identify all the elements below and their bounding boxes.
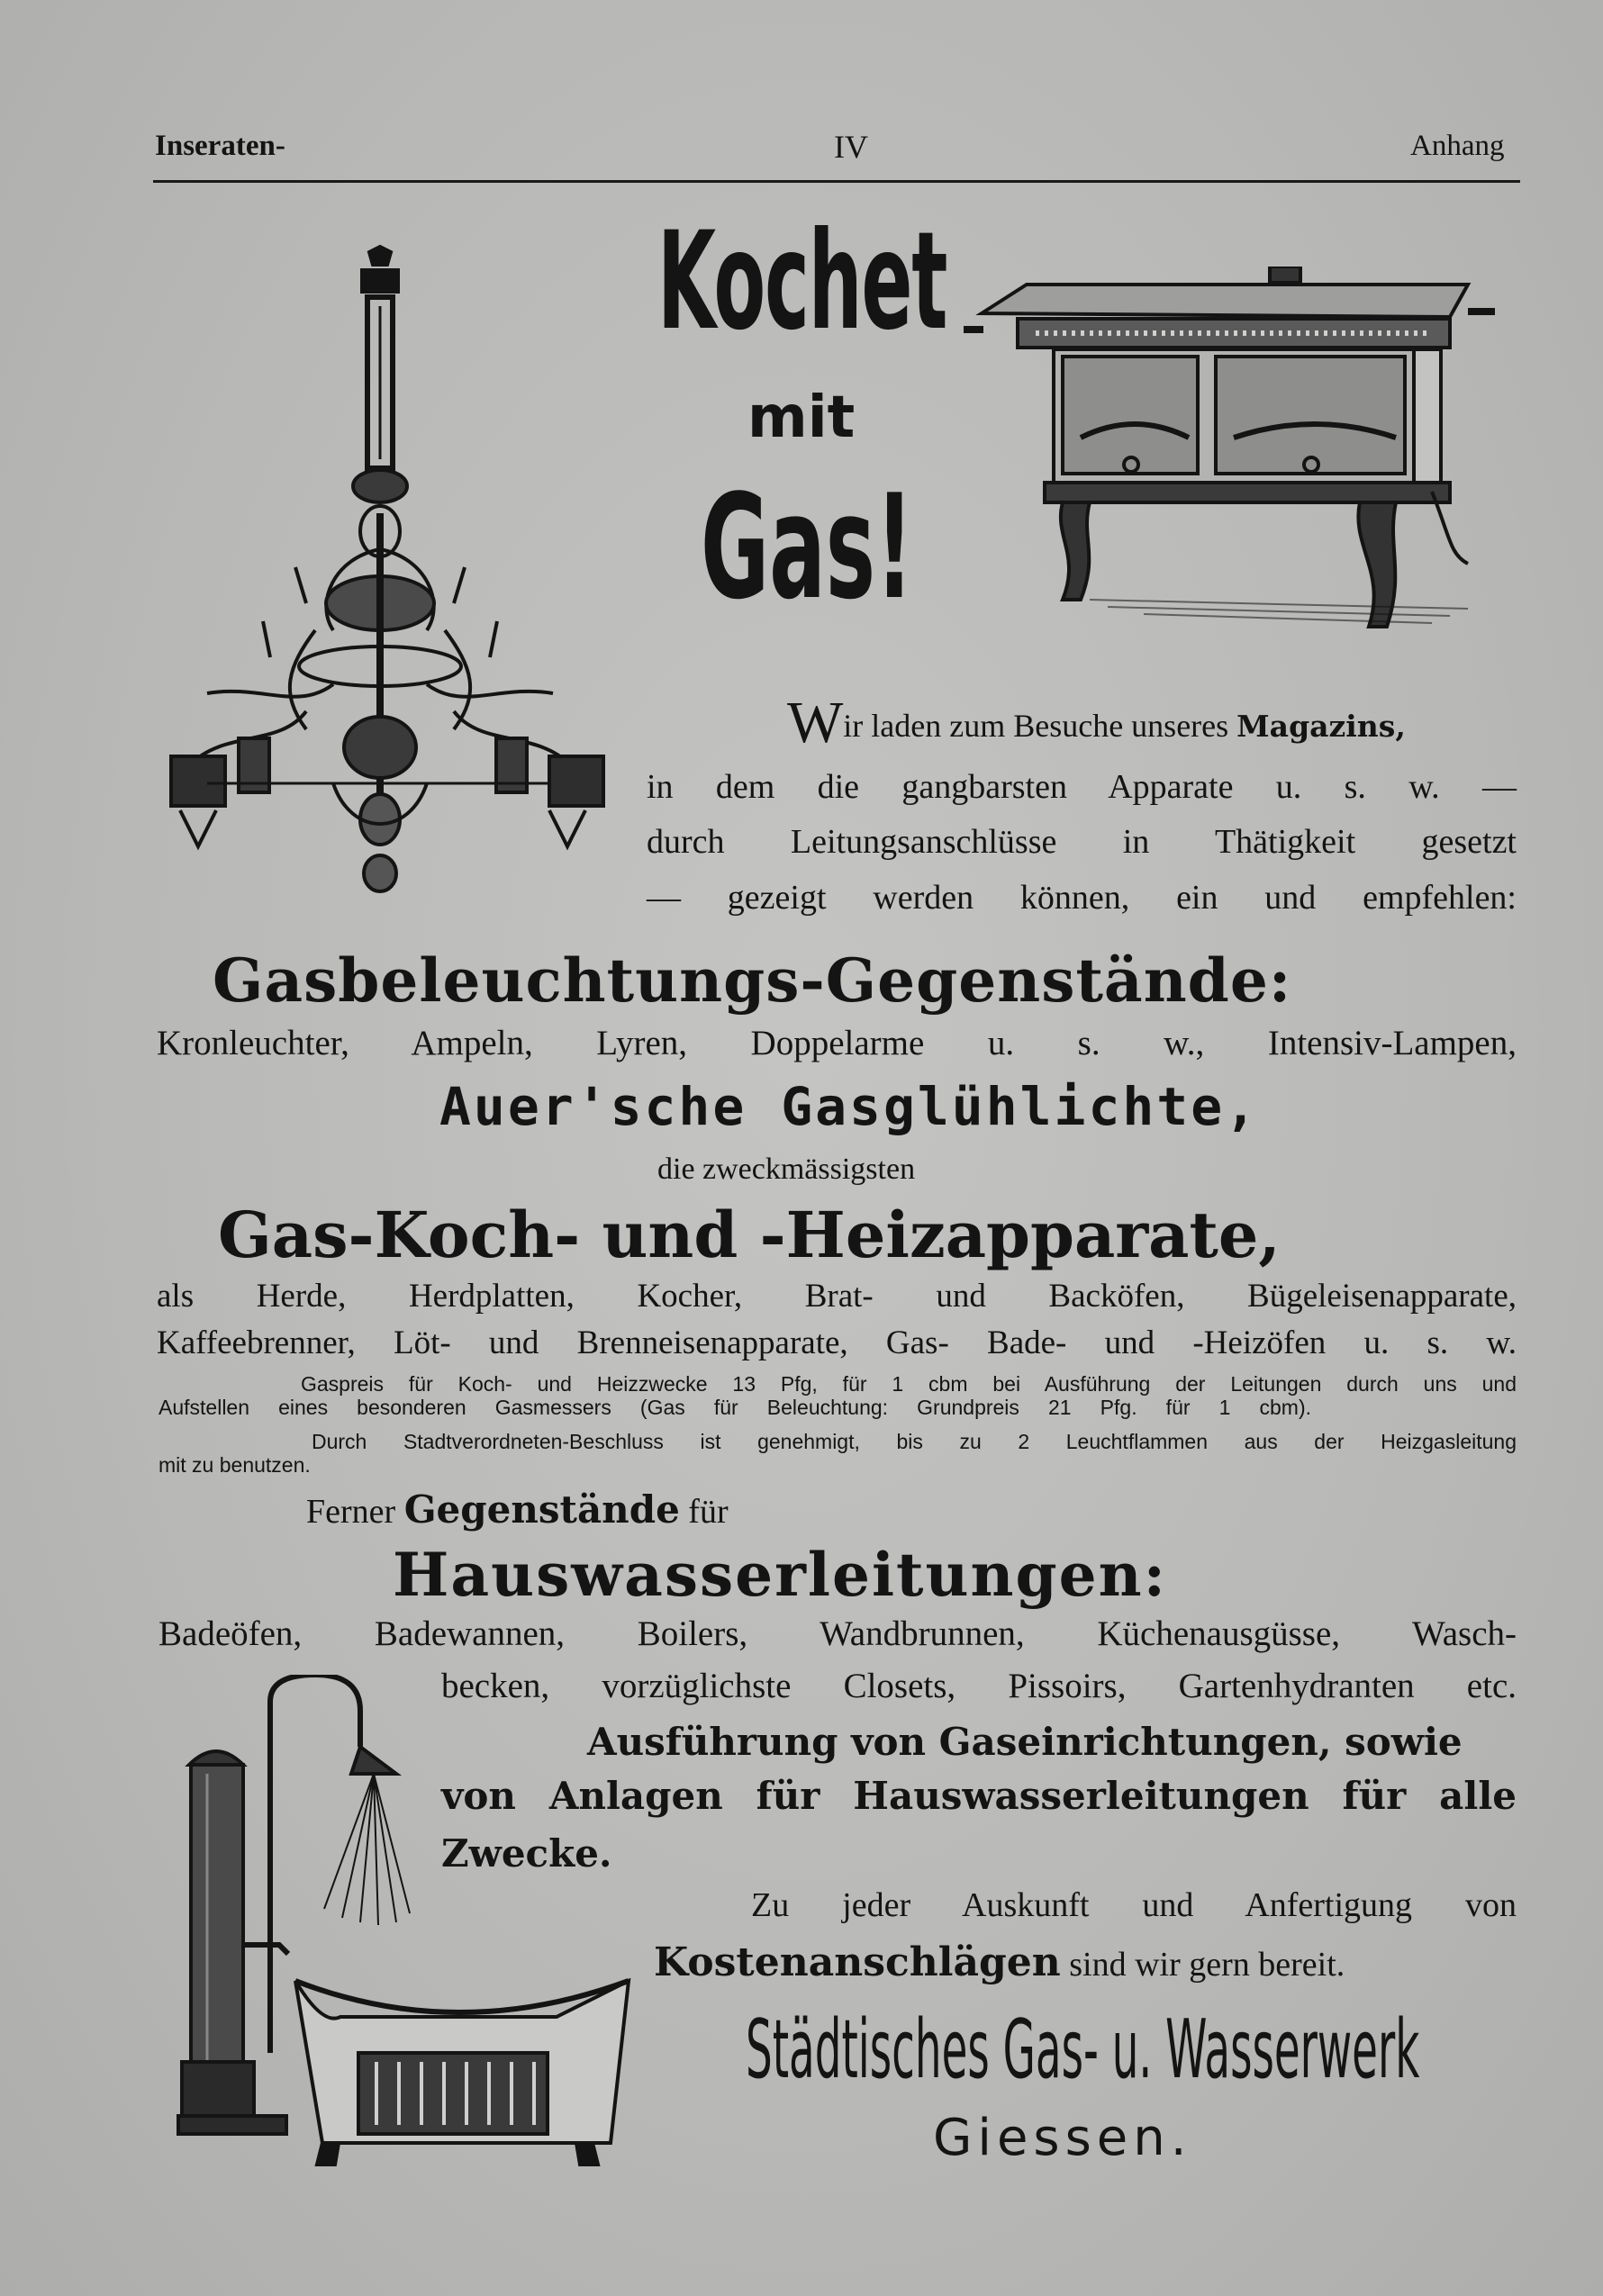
headline-kochet: Kochet bbox=[657, 203, 947, 360]
note-council-line-1: Durch Stadtverordneten-Beschluss ist genehmigt, bis zu 2 Leuchtflammen aus der Heizgasleitung bbox=[312, 1430, 1517, 1453]
note-price-line-1: Gaspreis für Koch- und Heizzwecke 13 Pfg, für 1 cbm bei Ausführung der Leitungen durch uns und bbox=[301, 1372, 1517, 1396]
execution-line-3: Zwecke. bbox=[441, 1831, 612, 1876]
header-rule bbox=[153, 180, 1520, 183]
execution-line-2: von Anlagen für Hauswasserleitungen für alle bbox=[441, 1774, 1517, 1818]
water-intro bbox=[306, 1487, 729, 1532]
header-right: Anhang bbox=[1410, 130, 1505, 162]
headline-gas: Gas! bbox=[701, 463, 914, 631]
intro-line-1-text: ir laden zum Besuche unseres bbox=[843, 708, 1229, 744]
execution-line-1: Ausführung von Gaseinrichtungen, sowie bbox=[587, 1720, 1463, 1764]
bathtub-illustration bbox=[286, 1963, 638, 2179]
cooking-line-2: Kaffeebrenner, Löt- und Brenneisenapparate, Gas- Bade- und -Heizöfen u. s. w. bbox=[157, 1324, 1517, 1361]
water-intro-bold: Gegenstände bbox=[403, 1487, 680, 1532]
intro-line-1 bbox=[787, 690, 1406, 755]
water-line-2: becken, vorzüglichste Closets, Pissoirs, Gartenhydranten etc. bbox=[441, 1667, 1517, 1705]
intro-line-4: — gezeigt werden können, ein und empfehlen: bbox=[647, 879, 1517, 917]
water-heading: Hauswasserleitungen: bbox=[393, 1540, 1168, 1610]
quote-line-1: Zu jeder Auskunft und Anfertigung von bbox=[751, 1886, 1517, 1924]
header-left: Inseraten- bbox=[155, 130, 285, 162]
cooking-line-1: als Herde, Herdplatten, Kocher, Brat- und Backöfen, Bügeleisenapparate, bbox=[157, 1278, 1517, 1315]
intro-line-2: in dem die gangbarsten Apparate u. s. w. — bbox=[647, 768, 1517, 806]
note-price-line-2: Aufstellen eines besonderen Gasmessers (Gas für Beleuchtung: Grundpreis 21 Pfg. für 1 cbm). bbox=[158, 1396, 1311, 1419]
lighting-heading: Gasbeleuchtungs-Gegenstände: bbox=[213, 945, 1292, 1016]
cooking-heading: Gas-Koch- und -Heizapparate, bbox=[218, 1198, 1281, 1272]
header-page-number: IV bbox=[834, 129, 868, 165]
intro-line-3: durch Leitungsanschlüsse in Thätigkeit gesetzt bbox=[647, 823, 1517, 861]
headline-mit: mit bbox=[747, 384, 856, 451]
company-name: Städtisches Gas- u. Wasserwerk bbox=[746, 2002, 1420, 2097]
water-intro-ferner: Ferner bbox=[306, 1493, 396, 1531]
intro-magazins: Magazins, bbox=[1236, 709, 1406, 744]
auer-subtext: die zweckmässigsten bbox=[657, 1153, 916, 1186]
quote-kostenanschlaegen: Kostenanschlägen bbox=[654, 1939, 1061, 1985]
chandelier-illustration bbox=[153, 243, 612, 936]
intro-drop-initial: W bbox=[787, 690, 844, 755]
quote-line-2 bbox=[654, 1939, 1345, 1985]
water-intro-fuer: für bbox=[688, 1493, 729, 1531]
note-council-line-2: mit zu benutzen. bbox=[158, 1453, 311, 1477]
lighting-items: Kronleuchter, Ampeln, Lyren, Doppelarme u. s. w., Intensiv-Lampen, bbox=[157, 1024, 1517, 1062]
kitchen-stove-illustration bbox=[964, 267, 1504, 636]
auer-heading: Auer'sche Gasglühlichte, bbox=[439, 1076, 1260, 1137]
quote-rest: sind wir gern bereit. bbox=[1069, 1946, 1345, 1984]
water-line-1: Badeöfen, Badewannen, Boilers, Wandbrunnen, Küchenausgüsse, Wasch- bbox=[158, 1614, 1517, 1653]
city-name: Giessen. bbox=[933, 2109, 1192, 2167]
